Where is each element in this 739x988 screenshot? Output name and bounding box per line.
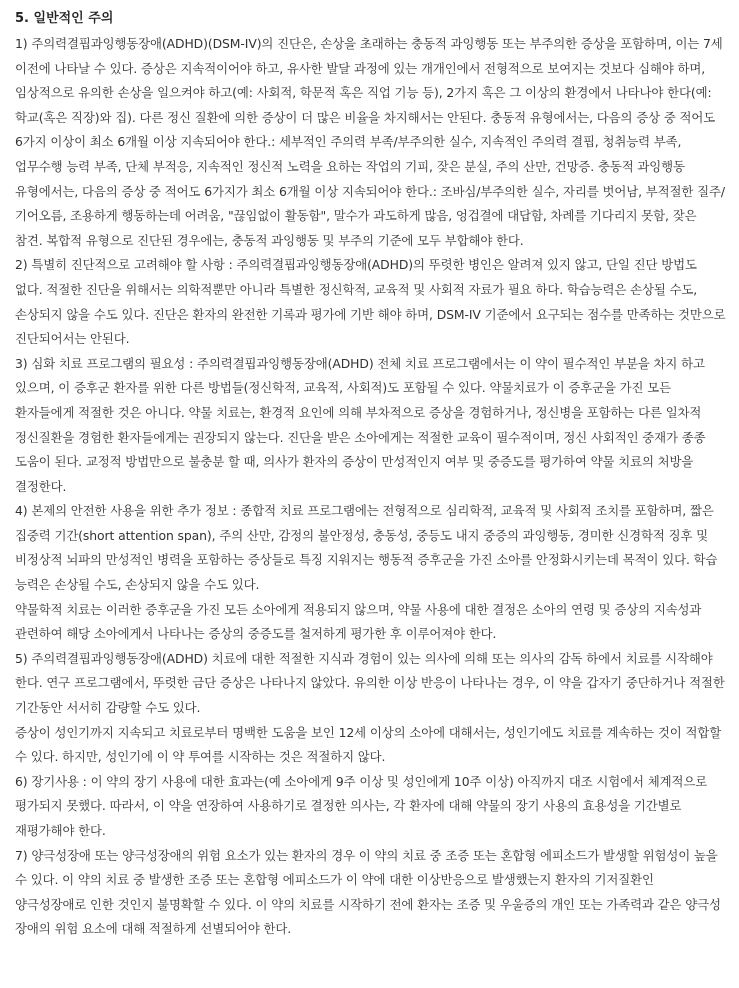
paragraph-6-long-term-use: 6) 장기사용 : 이 약의 장기 사용에 대한 효과는(예 소아에게 9주 이상 및 성인에게 10주 이상) 아직까지 대조 시험에서 체계적으로 평가되지 못했다. 따라서, 이 약을 연장하여 사용하기로 결정한 의사는, 각 환자에 대해 약물의 장기 사용의 효용성을 기간별로 재평가해야 한다. (15, 773, 708, 838)
paragraph-4-safe-use-info: 4) 본제의 안전한 사용을 위한 추가 정보 : 종합적 치료 프로그램에는 전형적으로 심리학적, 교육적 및 사회적 조치를 포함하며, 짧은 집중력 기간(short attention span), 주의 산만, 감정의 불안정성, 충동성, 중등도 내지 중증의 과잉행동, 경미한 신경학적 징후 및 비정상적 뇌파의 만성적인 병력을 포함하는 증상들로 특징 지워지는 행동적 증후군을 가진 소아를 안정화시키는데 목적이 있다. 학습 능력은 손상될 수도, 손상되지 않을 수도 있다. (15, 503, 718, 593)
paragraph-3-treatment-program: 3) 심화 치료 프로그램의 필요성 : 주의력결핍과잉행동장애(ADHD) 전체 치료 프로그램에서는 이 약이 필수적인 부분을 차지 하고 있으며, 이 증후군 환자를 위한 다른 방법들(정신학적, 교육적, 사회적)도 포함될 수 있다. 약물치료가 이 증후군을 가진 모든 환자들에게 적절한 것은 아니다. 약물 치료는, 환경적 요인에 의해 부차적으로 증상을 경험하거나, 정신병을 포함하는 다른 일차적 정신질환을 경험한 환자들에게는 권장되지 않는다. 진단을 받은 소아에게는 적절한 교육이 필수적이며, 정신 사회적인 중재가 종종 도움이 된다. 교정적 방법만으로 불충분 할 때, 의사가 환자의 증상이 만성적인지 여부 및 중증도를 평가하여 약물 치료의 처방을 결정한다. (15, 355, 706, 494)
paragraph-4-pharmacological-treatment: 약물학적 치료는 이러한 증후군을 가진 모든 소아에게 적용되지 않으며, 약물 사용에 대한 결정은 소아의 연령 및 증상의 지속성과 관련하여 해당 소아에게서 나타나는 증상의 중증도를 철저하게 평가한 후 이루어져야 한다. (15, 601, 702, 642)
paragraph-5-treatment-start: 5) 주의력결핍과잉행동장애(ADHD) 치료에 대한 적절한 지식과 경험이 있는 의사에 의해 또는 의사의 감독 하에서 치료를 시작해야 한다. 연구 프로그램에서, 뚜렷한 금단 증상은 나타나지 않았다. 유의한 이상 반응이 나타나는 경우, 이 약을 갑자기 중단하거나 적절한 기간동안 서서히 감량할 수도 있다. (15, 650, 725, 716)
paragraph-7-bipolar-risk: 7) 양극성장애 또는 양극성장애의 위험 요소가 있는 환자의 경우 이 약의 치료 중 조증 또는 혼합형 에피소드가 발생할 위험성이 높을 수 있다. 이 약의 치료 중 발생한 조증 또는 혼합형 에피소드가 이 약에 대한 이상반응으로 발생했는지 환자의 기저질환인 양극성장애로 인한 것인지 불명확할 수 있다. 이 약의 치료를 시작하기 전에 환자는 조증 및 우울증의 개인 또는 가족력과 같은 양극성 장애의 위험 요소에 대해 적절하게 선별되어야 한다. (15, 847, 721, 937)
paragraph-5-adult-continuation: 증상이 성인기까지 지속되고 치료로부터 명백한 도움을 보인 12세 이상의 소아에 대해서는, 성인기에도 치료를 계속하는 것이 적합할 수 있다. 하지만, 성인기에 이 약 투여를 시작하는 것은 적절하지 않다. (15, 724, 722, 765)
paragraph-2-diagnostic-considerations: 2) 특별히 진단적으로 고려해야 할 사항 : 주의력결핍과잉행동장애(ADHD)의 뚜렷한 병인은 알려져 있지 않고, 단일 진단 방법도 없다. 적절한 진단을 위해서는 의학적뿐만 아니라 특별한 정신학적, 교육적 및 사회적 자료가 필요 하다. 학습능력은 손상될 수도, 손상되지 않을 수도 있다. 진단은 환자의 완전한 기록과 평가에 기반 해야 하며, DSM-IV 기준에서 요구되는 점수를 만족하는 것만으로 진단되어서는 안된다. (15, 257, 726, 347)
paragraph-1-adhd-diagnosis: 1) 주의력결핍과잉행동장애(ADHD)(DSM-IV)의 진단은, 손상을 초래하는 충동적 과잉행동 또는 부주의한 증상을 포함하며, 이는 7세 이전에 나타날 수 있다. 증상은 지속적이어야 하고, 유사한 발달 과정에 있는 개개인에서 전형적으로 보여지는 것보다 심해야 하며, 임상적으로 유의한 손상을 일으켜야 하고(예: 사회적, 학문적 혹은 직업 기능 등), 2가지 혹은 그 이상의 환경에서 나타나야 한다(예: 학교(혹은 직장)와 집). 다른 정신 질환에 의한 증상이 더 많은 비율을 차지해서는 안된다. 충동적 유형에서는, 다음의 증상 중 적어도 6가지 이상이 최소 6개월 이상 지속되어야 한다.: 세부적인 주의력 부족/부주의한 실수, 지속적인 주의력 결핍, 청취능력 부족, 업무수행 능력 부족, 단체 부적응, 지속적인 정신적 노력을 요하는 작업의 기피, 잦은 분실, 주의 산만, 건망증. 충동적 과잉행동 유형에서는, 다음의 증상 중 적어도 6가지가 최소 6개월 이상 지속되어야 한다.: 조바심/부주의한 실수, 자리를 벗어남, 부적절한 질주/기어오름, 조용하게 행동하는데 어려움, "끊임없이 활동함", 말수가 과도하게 많음, 엉겁결에 대답함, 차례를 기다리지 못함, 잦은 참견. 복합적 유형으로 진단된 경우에는, 충동적 과잉행동 및 부주의 기준에 모두 부합해야 한다. (15, 36, 725, 248)
section-title: 5. 일반적인 주의 (15, 11, 114, 26)
